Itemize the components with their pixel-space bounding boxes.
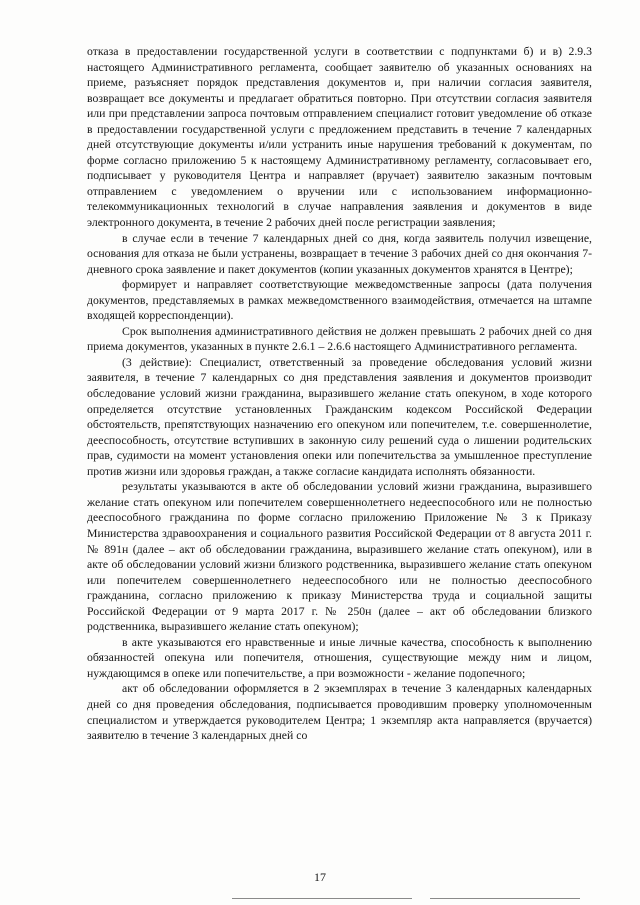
paragraph: (3 действие): Специалист, ответственный за проведение обследования условий жизни заявителя, в течение 7 календарных со дня представления заявления и документов производит обследование условий жизни гражданина, выразившего желание стать опекуном, в ходе которого определяется отсутствие установленных Гражданским кодексом Российской Федерации обстоятельств, препятствующих назначению его опекуном или попечителем, т.е. совершеннолетие, дееспособность, отсутствие вступивших в законную силу решений суда о лишении родительских прав, судимости на момент установления опеки или попечительства за умышленное преступление против жизни или здоровья граждан, а также согласие кандидата исполнять обязанности. bbox=[87, 355, 592, 478]
paragraph: Срок выполнения административного действия не должен превышать 2 рабочих дней со дня приема документов, указанных в пункте 2.6.1 – 2.6.6 настоящего Административного регламента. bbox=[87, 324, 592, 354]
scan-edge-line bbox=[232, 898, 412, 899]
paragraph: формирует и направляет соответствующие межведомственные запросы (дата получения документов, представляемых в рамках межведомственного взаимодействия, отмечается на штампе входящей корреспонденции). bbox=[87, 278, 592, 323]
paragraph: в акте указываются его нравственные и иные личные качества, способность к выполнению обязанностей опекуна или попечителя, отношения, существующие между ним и лицом, нуждающимся в опеке или попечительстве, а при возможности - желание подопечного; bbox=[87, 635, 592, 680]
page-number: 17 bbox=[314, 870, 326, 884]
scan-edge-line bbox=[430, 898, 580, 899]
paragraph: отказа в предоставлении государственной услуги в соответствии с подпунктами б) и в) 2.9.3 настоящего Административного регламента, сообщает заявителю об указанных основаниях на приеме, разъясняет порядок представления документов и, при наличии согласия заявителя, возвращает все документы и предлагает обратиться повторно. При отсутствии согласия заявителя или при представлении запроса почтовым отправлением специалист готовит уведомление об отказе в предоставлении государственной услуги с предложением представить в течение 7 календарных дней отсутствующие документы и/или устранить иные нарушения требований к документам, по форме согласно приложению 5 к настоящему Административному регламенту, согласовывает его, подписывает у руководителя Центра и направляет (вручает) заявителю заказным почтовым отправлением с уведомлением о вручении или с использованием информационно-телекоммуникационных технологий в случае направления заявления и документов в виде электронного документа, в течение 2 рабочих дней после регистрации заявления; bbox=[87, 45, 592, 230]
document-body bbox=[87, 44, 592, 744]
paragraph: в случае если в течение 7 календарных дней со дня, когда заявитель получил извещение, основания для отказа не были устранены, возвращает в течение 3 рабочих дней со дня окончания 7-дневного срока заявление и пакет документов (копии указанных документов хранятся в Центре); bbox=[87, 231, 592, 276]
paragraph: акт об обследовании оформляется в 2 экземплярах в течение 3 календарных календарных дней со дня проведения обследования, подписывается проводившим проверку уполномоченным специалистом и утверждается руководителем Центра; 1 экземпляр акта направляется (вручается) заявителю в течение 3 календарных дней со bbox=[87, 682, 592, 743]
paragraph: результаты указываются в акте об обследовании условий жизни гражданина, выразившего желание стать опекуном или попечителем совершеннолетнего недееспособного или не полностью дееспособного гражданина по форме согласно приложению Приложение № 3 к Приказу Министерства здравоохранения и социального развития Российской Федерации от 8 августа 2011 г. № 891н (далее – акт об обследовании гражданина, выразившего желание стать опекуном), или в акте об обследовании условий жизни близкого родственника, выразившего желание стать опекуном или попечителем совершеннолетнего недееспособного или не полностью дееспособного гражданина, согласно приложению к приказу Министерства труда и социальной защиты Российской Федерации от 9 марта 2017 г. № 250н (далее – акт об обследовании близкого родственника, выразившего желание стать опекуном); bbox=[87, 480, 592, 634]
